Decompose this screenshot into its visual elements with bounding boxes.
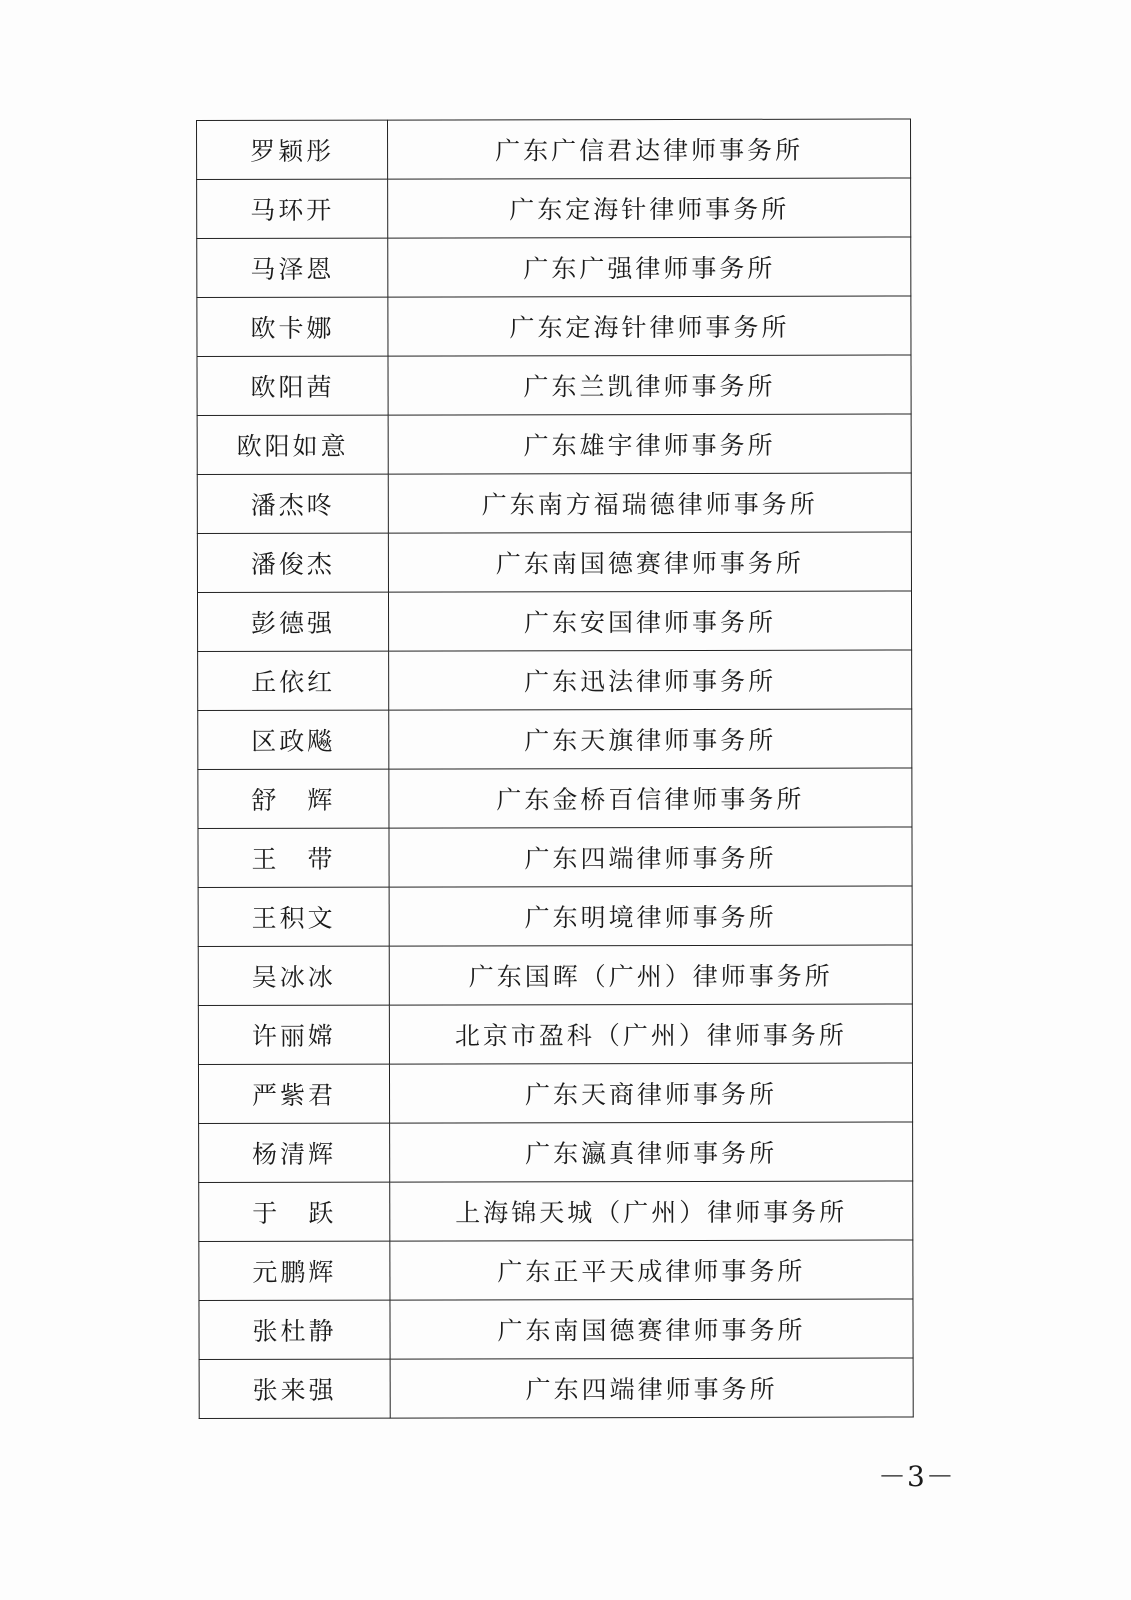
lawyer-name: 彭德强 xyxy=(251,608,336,638)
law-firm-cell xyxy=(389,1004,912,1064)
lawyer-name: 马环开 xyxy=(250,195,335,225)
law-firm-name: 广东兰凯律师事务所 xyxy=(523,371,776,402)
lawyer-name: 欧阳如意 xyxy=(236,431,349,461)
law-firm-name: 广东瀛真律师事务所 xyxy=(525,1138,778,1169)
law-firm-name: 广东雄宇律师事务所 xyxy=(523,430,776,461)
lawyer-name-cell xyxy=(199,1241,390,1300)
table-row xyxy=(197,591,911,651)
law-firm-name: 广东广强律师事务所 xyxy=(523,253,776,284)
lawyer-name-cell xyxy=(198,887,389,946)
lawyer-name: 舒 辉 xyxy=(251,785,336,815)
lawyer-name-cell xyxy=(199,1300,390,1359)
law-firm-cell xyxy=(388,355,911,415)
table-row xyxy=(197,414,911,474)
table-row xyxy=(199,1181,913,1241)
table-row xyxy=(199,1358,913,1418)
lawyer-name-cell xyxy=(199,1359,390,1418)
law-firm-cell xyxy=(389,709,912,769)
lawyer-name: 王积文 xyxy=(251,903,336,933)
lawyer-name: 马泽恩 xyxy=(250,254,335,284)
law-firm-cell xyxy=(388,237,911,297)
table-row xyxy=(197,296,911,356)
table-row xyxy=(197,237,911,297)
lawyer-name: 吴冰冰 xyxy=(251,962,336,992)
table-row xyxy=(199,1240,913,1300)
law-firm-cell xyxy=(388,414,911,474)
lawyer-name-cell xyxy=(197,474,388,533)
table-row xyxy=(198,945,912,1005)
law-firm-cell xyxy=(388,473,911,533)
law-firm-name: 广东天商律师事务所 xyxy=(524,1079,778,1110)
lawyer-name: 丘依红 xyxy=(251,667,336,697)
lawyer-name-cell xyxy=(198,1005,389,1064)
lawyer-name-cell xyxy=(197,415,388,474)
table-row xyxy=(198,768,912,828)
table-row xyxy=(199,1299,913,1359)
lawyer-name-cell xyxy=(198,651,389,710)
table-row xyxy=(198,1063,912,1123)
lawyer-name-cell xyxy=(198,946,389,1005)
lawyer-name-cell xyxy=(197,356,388,415)
law-firm-cell xyxy=(388,591,911,651)
table-row xyxy=(198,827,912,887)
law-firm-name: 广东南方福瑞德律师事务所 xyxy=(481,489,818,520)
law-firm-name: 广东天旗律师事务所 xyxy=(524,725,777,756)
lawyer-name-cell xyxy=(197,238,388,297)
law-firm-name: 广东南国德赛律师事务所 xyxy=(495,548,804,579)
table-row xyxy=(197,178,911,238)
lawyer-name-cell xyxy=(197,297,388,356)
lawyer-name: 杨清辉 xyxy=(252,1139,337,1169)
law-firm-name: 广东明境律师事务所 xyxy=(524,902,777,933)
lawyer-name: 许丽嫦 xyxy=(251,1021,336,1051)
law-firm-cell xyxy=(388,532,911,592)
law-firm-cell xyxy=(389,945,912,1005)
lawyer-name-cell xyxy=(199,1182,390,1241)
law-firm-name: 广东四端律师事务所 xyxy=(524,843,777,874)
law-firm-name: 广东四端律师事务所 xyxy=(525,1374,778,1405)
law-firm-name: 广东金桥百信律师事务所 xyxy=(496,784,805,815)
table-row xyxy=(197,355,911,415)
lawyer-roster-table xyxy=(196,119,914,1419)
law-firm-name: 广东安国律师事务所 xyxy=(524,607,777,638)
lawyer-name: 欧阳茜 xyxy=(250,372,335,402)
law-firm-cell xyxy=(389,827,912,887)
law-firm-cell xyxy=(390,1358,913,1418)
law-firm-name: 上海锦天城（广州）律师事务所 xyxy=(455,1197,848,1228)
lawyer-name: 潘俊杰 xyxy=(250,549,335,579)
law-firm-cell xyxy=(389,1063,912,1123)
table-row xyxy=(199,1122,913,1182)
lawyer-name: 王 带 xyxy=(251,844,336,874)
lawyer-name: 罗颖彤 xyxy=(250,136,335,166)
lawyer-name-cell xyxy=(197,592,388,651)
lawyer-name: 于 跃 xyxy=(252,1198,337,1228)
table-row xyxy=(197,532,911,592)
lawyer-name-cell xyxy=(198,1064,389,1123)
lawyer-name: 潘杰咚 xyxy=(250,490,335,520)
law-firm-cell xyxy=(390,1122,913,1182)
law-firm-name: 广东南国德赛律师事务所 xyxy=(497,1315,806,1346)
lawyer-name: 区政飚 xyxy=(251,726,336,756)
table-row xyxy=(197,119,911,179)
lawyer-name-cell xyxy=(197,120,388,179)
law-firm-cell xyxy=(388,296,911,356)
table-row xyxy=(198,650,912,710)
roster-table-body xyxy=(197,119,914,1418)
table-row xyxy=(198,886,912,946)
law-firm-cell xyxy=(390,1299,913,1359)
law-firm-cell xyxy=(388,178,911,238)
lawyer-name-cell xyxy=(197,533,388,592)
law-firm-name: 广东正平天成律师事务所 xyxy=(497,1256,806,1287)
lawyer-name: 严紫君 xyxy=(251,1080,337,1110)
lawyer-name: 欧卡娜 xyxy=(250,313,335,343)
law-firm-name: 广东定海针律师事务所 xyxy=(509,194,790,225)
law-firm-cell xyxy=(390,1181,913,1241)
law-firm-cell xyxy=(389,886,912,946)
lawyer-name-cell xyxy=(198,769,389,828)
lawyer-name-cell xyxy=(198,828,389,887)
lawyer-name: 张来强 xyxy=(252,1375,337,1405)
law-firm-name: 北京市盈科（广州）律师事务所 xyxy=(454,1020,847,1051)
law-firm-cell xyxy=(388,119,911,179)
page-number: －3－ xyxy=(878,1460,955,1493)
lawyer-name-cell xyxy=(198,710,389,769)
lawyer-name-cell xyxy=(199,1123,390,1182)
law-firm-cell xyxy=(389,650,912,710)
table-row xyxy=(197,473,911,533)
lawyer-name-cell xyxy=(197,179,388,238)
lawyer-name: 元鹏辉 xyxy=(252,1257,337,1287)
law-firm-name: 广东国晖（广州）律师事务所 xyxy=(468,961,833,992)
law-firm-cell xyxy=(390,1240,913,1300)
table-row xyxy=(198,1004,912,1064)
table-row xyxy=(198,709,912,769)
lawyer-name: 张杜静 xyxy=(252,1316,337,1346)
law-firm-cell xyxy=(389,768,912,828)
law-firm-name: 广东定海针律师事务所 xyxy=(509,312,790,343)
law-firm-name: 广东广信君达律师事务所 xyxy=(495,135,804,166)
law-firm-name: 广东迅法律师事务所 xyxy=(524,666,777,697)
